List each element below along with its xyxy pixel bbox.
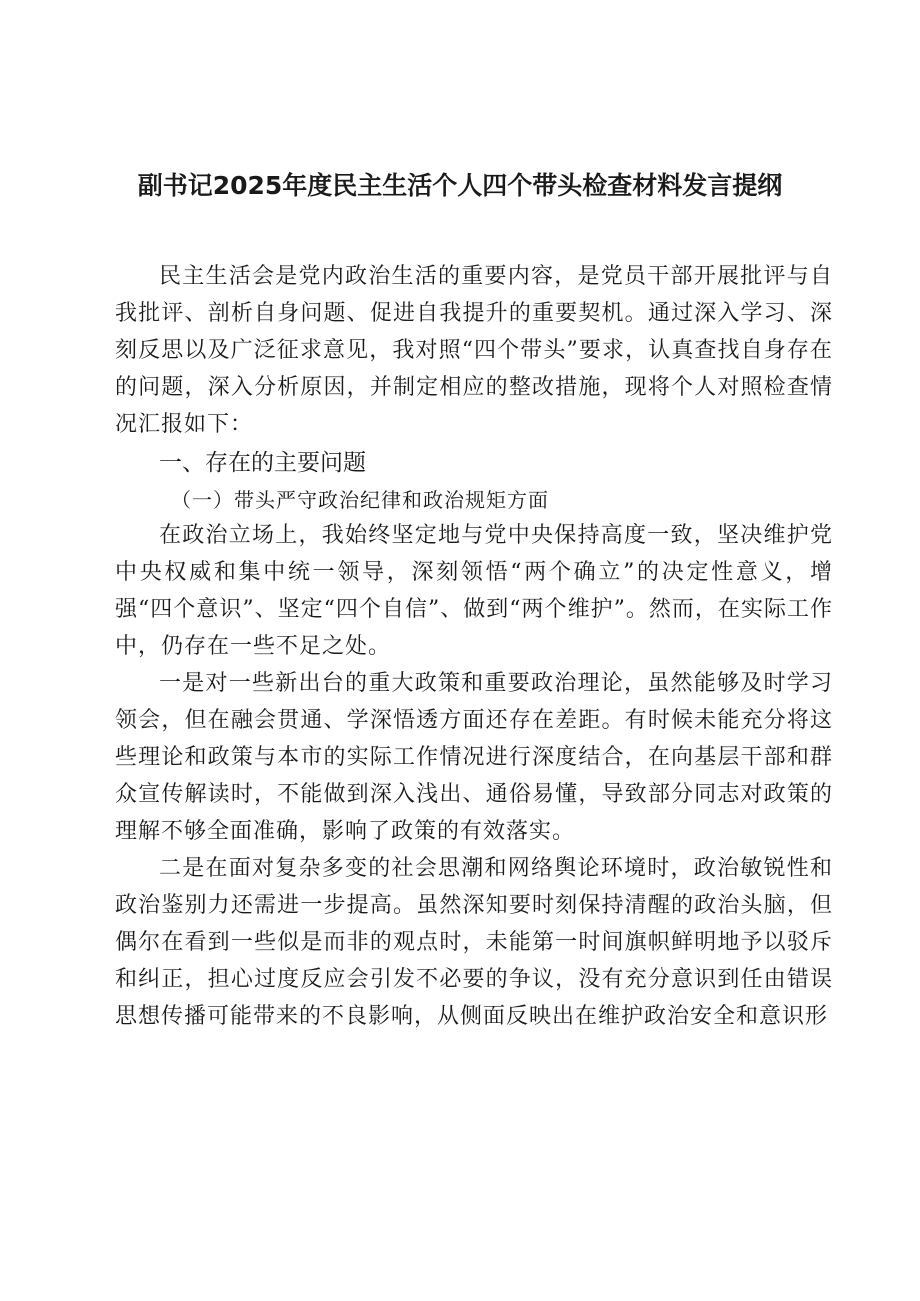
body-paragraph: 二是在面对复杂多变的社会思潮和网络舆论环境时，政治敏锐性和政治鉴别力还需进一步提高。虽然深知要时刻保持清醒的政治头脑，但偶尔在看到一些似是而非的观点时，未能第一时间旗帜鲜明地予以驳斥和纠正，担心过度反应会引发不必要的争议，没有充分意识到任由错误思想传播可能带来的不良影响，从侧面反映出在维护政治安全和意识形 [115,856,833,1029]
subsection-heading: （一）带头严守政治纪律和政治规矩方面 [171,488,549,512]
document-body [115,258,833,1035]
document-title: 副书记2025年度民主生活个人四个带头检查材料发言提纲 [137,171,783,200]
section-heading: 一、存在的主要问题 [159,450,366,476]
intro-paragraph: 民主生活会是党内政治生活的重要内容，是党员干部开展批评与自我批评、剖析自身问题、促进自我提升的重要契机。通过深入学习、深刻反思以及广泛征求意见，我对照“四个带头”要求，认真查找自身存在的问题，深入分析原因，并制定相应的整改措施，现将个人对照检查情况汇报如下： [115,264,833,437]
body-paragraph: 一是对一些新出台的重大政策和重要政治理论，虽然能够及时学习领会，但在融会贯通、学深悟透方面还存在差距。有时候未能充分将这些理论和政策与本市的实际工作情况进行深度结合，在向基层干部和群众宣传解读时，不能做到深入浅出、通俗易懂，导致部分同志对政策的理解不够全面准确，影响了政策的有效落实。 [115,671,833,844]
body-paragraph: 在政治立场上，我始终坚定地与党中央保持高度一致，坚决维护党中央权威和集中统一领导，深刻领悟“两个确立”的决定性意义，增强“四个意识”、坚定“四个自信”、做到“两个维护”。然而，在实际工作中，仍存在一些不足之处。 [115,523,833,659]
